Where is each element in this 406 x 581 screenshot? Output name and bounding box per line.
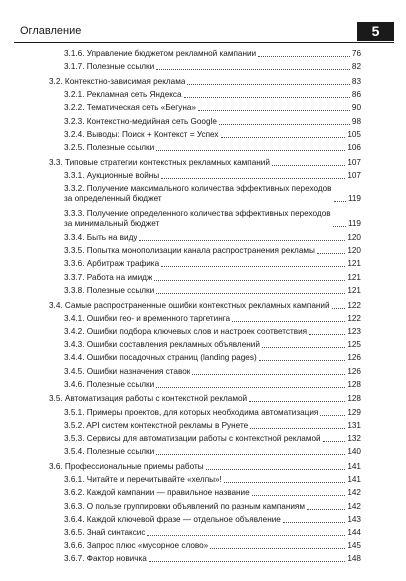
- toc-entry-title: 3.4.6. Полезные ссылки: [64, 379, 155, 389]
- toc-subsection-entry: [64, 541, 361, 551]
- dot-leader: [258, 56, 350, 57]
- dot-leader: [333, 226, 346, 227]
- toc-section-entry: [49, 394, 361, 404]
- toc-entry-title: 3.2.4. Выводы: Поиск + Контекст = Успех: [64, 129, 219, 139]
- dot-leader: [156, 293, 345, 294]
- toc-page-number: 126: [347, 366, 361, 376]
- toc-entry-title: 3.6.6. Запрос плюс «мусорное слово»: [64, 541, 209, 551]
- dot-leader: [156, 454, 345, 455]
- dot-leader: [323, 441, 346, 442]
- toc-entry-title: 3.6.4. Каждой ключевой фразе — отдельное объявление: [64, 514, 281, 524]
- toc-subsection-entry: [64, 143, 361, 153]
- toc-page-number: 125: [347, 340, 361, 350]
- toc-page-number: 90: [351, 103, 361, 113]
- toc-entry-title: 3.4.4. Ошибки посадочных страниц (landing pages): [64, 353, 257, 363]
- toc-entry-title: 3.1.7. Полезные ссылки: [64, 62, 155, 72]
- dot-leader: [187, 84, 350, 85]
- toc-page-number: 129: [347, 407, 361, 417]
- toc-entry-title: 3.3.6. Арбитраж трафика: [64, 259, 160, 269]
- toc-page-number: 142: [347, 488, 361, 498]
- toc-subsection-entry: [64, 233, 361, 243]
- toc-section-entry: [49, 77, 361, 87]
- dot-leader: [224, 482, 345, 483]
- toc-page-number: 132: [347, 434, 361, 443]
- toc-subsection-entry: [64, 49, 361, 59]
- toc-page-number: 122: [347, 313, 361, 323]
- toc-subsection-entry: [64, 502, 361, 512]
- toc-page-number: 128: [347, 394, 361, 404]
- toc-subsection-entry: [64, 62, 361, 72]
- toc-entry-title: 3.4.5. Ошибки назначения ставок: [64, 366, 191, 376]
- toc-page-number: 98: [351, 116, 361, 126]
- toc-section-entry: [49, 158, 361, 168]
- dot-leader: [309, 334, 345, 335]
- toc-entry-title: 3.2.2. Тематическая сеть «Бегуна»: [64, 103, 196, 113]
- toc-subsection-entry: [64, 408, 361, 418]
- toc-section-entry: [49, 462, 361, 472]
- toc-page-number: 76: [351, 49, 361, 58]
- dot-leader: [156, 69, 350, 70]
- toc-entry-title: 3.6.1. Читайте и перечитывайте «хелпы»!: [64, 475, 222, 485]
- dot-leader: [156, 150, 345, 151]
- toc-entry-title: 3.4.3. Ошибки составления рекламных объявлений: [64, 340, 260, 350]
- toc-page-number: 123: [347, 326, 361, 336]
- toc-entry-title: 3.3.4. Быть на виду: [64, 233, 138, 242]
- toc-subsection-entry: [64, 434, 361, 444]
- toc-subsection-entry: [64, 184, 361, 204]
- toc-page-number: 121: [347, 272, 361, 282]
- toc-entry-title: 3.4.2. Ошибки подбора ключевых слов и настроек соответствия: [64, 326, 308, 336]
- toc-entry-title: 3.3.7. Работа на имидж: [64, 272, 153, 282]
- toc-page-number: 121: [347, 285, 361, 295]
- toc-entry-title: 3.2. Контекстно-зависимая реклама: [49, 76, 186, 86]
- dot-leader: [206, 469, 346, 470]
- toc-subsection-entry: [64, 380, 361, 390]
- toc-subsection-entry: [64, 367, 361, 377]
- toc-page-number: 122: [347, 300, 361, 310]
- toc-entry-title: 3.3.5. Попытка монополизации канала распространения рекламы: [64, 246, 315, 256]
- toc-page-number: 119: [347, 218, 361, 228]
- dot-leader: [232, 321, 345, 322]
- toc-page-number: 120: [347, 233, 361, 242]
- dot-leader: [156, 387, 345, 388]
- toc-subsection-entry: [64, 209, 361, 229]
- toc-entry-title-line: 3.3.2. Получение максимального количества эффективных переходов: [64, 184, 332, 193]
- toc-subsection-entry: [64, 475, 361, 485]
- dot-leader: [334, 201, 346, 202]
- toc-subsection-entry: [64, 259, 361, 269]
- toc-page-number: 106: [347, 142, 361, 152]
- dot-leader: [154, 280, 345, 281]
- dot-leader: [147, 535, 345, 536]
- header-rule: [14, 42, 394, 43]
- toc-page-number: 121: [347, 259, 361, 269]
- dot-leader: [161, 266, 345, 267]
- toc-subsection-entry: [64, 554, 361, 564]
- toc-entry-title-line: за определенный бюджет: [64, 194, 162, 203]
- toc-subsection-entry: [64, 421, 361, 431]
- dot-leader: [219, 124, 350, 125]
- toc-subsection-entry: [64, 488, 361, 498]
- toc-entry-title: 3.3.1. Аукционные войны: [64, 170, 160, 180]
- toc-page-number: 128: [347, 379, 361, 389]
- toc-entry-title: 3.2.1. Рекламная сеть Яндекса: [64, 90, 182, 100]
- toc-page-number: 82: [351, 62, 361, 72]
- toc-entry-title: [64, 184, 332, 204]
- toc-page-number: 148: [347, 554, 361, 564]
- toc-entry-title: 3.6. Профессиональные приемы работы: [49, 461, 204, 471]
- toc-entry-title: 3.5.4. Полезные ссылки: [64, 447, 155, 457]
- dot-leader: [259, 360, 346, 361]
- toc-subsection-entry: [64, 340, 361, 350]
- dot-leader: [192, 374, 345, 375]
- dot-leader: [221, 137, 346, 138]
- dot-leader: [283, 522, 345, 523]
- toc-subsection-entry: [64, 130, 361, 140]
- toc-subsection-entry: [64, 327, 361, 337]
- toc-subsection-entry: [64, 528, 361, 538]
- toc-entry-title: 3.4.1. Ошибки гео- и временного таргетинга: [64, 313, 231, 323]
- header-title: Оглавление: [20, 25, 82, 37]
- toc-subsection-entry: [64, 314, 361, 324]
- toc-page-number: 126: [347, 353, 361, 363]
- toc-entry-title: 3.5.1. Примеры проектов, для которых необходима автоматизация: [64, 407, 319, 417]
- toc-page-number: 120: [347, 246, 361, 256]
- dot-leader: [262, 347, 345, 348]
- toc-page-number: 141: [347, 475, 361, 485]
- toc-entry-title-line: 3.3.3. Получение определенного количества эффективных переходов: [64, 208, 331, 218]
- toc-subsection-entry: [64, 117, 361, 127]
- toc-entry-title: 3.6.3. О пользе группировки объявлений по разным кампаниям: [64, 501, 305, 511]
- toc-subsection-entry: [64, 246, 361, 256]
- toc-page-number: 140: [347, 447, 361, 457]
- dot-leader: [149, 561, 345, 562]
- toc-page-number: 105: [347, 129, 361, 139]
- toc-page-number: 144: [347, 527, 361, 537]
- toc-entry-title: 3.2.3. Контекстно-медийная сеть Google: [64, 116, 217, 126]
- dot-leader: [332, 308, 346, 309]
- toc-entry-title-line: за минимальный бюджет: [64, 218, 160, 228]
- toc-entry-title: [64, 209, 331, 229]
- toc-subsection-entry: [64, 273, 361, 283]
- toc-page-number: 119: [347, 194, 361, 203]
- toc-subsection-entry: [64, 103, 361, 113]
- dot-leader: [252, 495, 346, 496]
- toc-subsection-entry: [64, 171, 361, 181]
- toc-subsection-entry: [64, 286, 361, 296]
- dot-leader: [250, 428, 345, 429]
- dot-leader: [320, 415, 345, 416]
- dot-leader: [198, 110, 350, 111]
- dot-leader: [317, 253, 345, 254]
- toc-page-number: 145: [347, 541, 361, 551]
- toc-entry-title: 3.1.6. Управление бюджетом рекламной кампании: [64, 49, 257, 58]
- dot-leader: [249, 401, 345, 402]
- toc-entry-title: 3.5. Автоматизация работы с контекстной рекламой: [49, 394, 248, 404]
- dot-leader: [184, 97, 350, 98]
- toc-entry-title: 3.4. Самые распространенные ошибки контекстных рекламных кампаний: [49, 300, 330, 310]
- toc-entry-title: 3.5.3. Сервисы для автоматизации работы с контекстной рекламой: [64, 434, 321, 443]
- toc-entry-title: 3.6.5. Знай синтаксис: [64, 527, 146, 537]
- toc-subsection-entry: [64, 515, 361, 525]
- toc-page-number: 107: [347, 170, 361, 180]
- toc-entry-title: 3.3. Типовые стратегии контекстных рекламных кампаний: [49, 157, 270, 167]
- toc-subsection-entry: [64, 353, 361, 363]
- toc-page-number: 86: [351, 90, 361, 100]
- dot-leader: [307, 509, 345, 510]
- toc-page-number: 143: [347, 514, 361, 524]
- toc-subsection-entry: [64, 447, 361, 457]
- toc-entry-title: 3.6.2. Каждой кампании — правильное название: [64, 488, 250, 498]
- toc-page-number: 142: [347, 501, 361, 511]
- toc-page-number: 83: [351, 76, 361, 86]
- toc-subsection-entry: [64, 90, 361, 100]
- toc-page-number: 131: [347, 420, 361, 430]
- dot-leader: [139, 240, 345, 241]
- toc-page-number: 107: [347, 157, 361, 167]
- toc-page-number: 141: [347, 461, 361, 471]
- toc-entry-title: 3.3.8. Полезные ссылки: [64, 285, 155, 295]
- toc-entry-title: 3.5.2. API систем контекстной рекламы в Рунете: [64, 420, 249, 430]
- toc-section-entry: [49, 301, 361, 311]
- dot-leader: [210, 548, 345, 549]
- dot-leader: [161, 178, 345, 179]
- toc-entry-title: 3.6.7. Фактор новичка: [64, 554, 147, 564]
- page-header: [14, 22, 394, 42]
- dot-leader: [272, 165, 345, 166]
- toc-entry-title: 3.2.5. Полезные ссылки: [64, 142, 155, 152]
- page-number-badge: 5: [357, 22, 394, 41]
